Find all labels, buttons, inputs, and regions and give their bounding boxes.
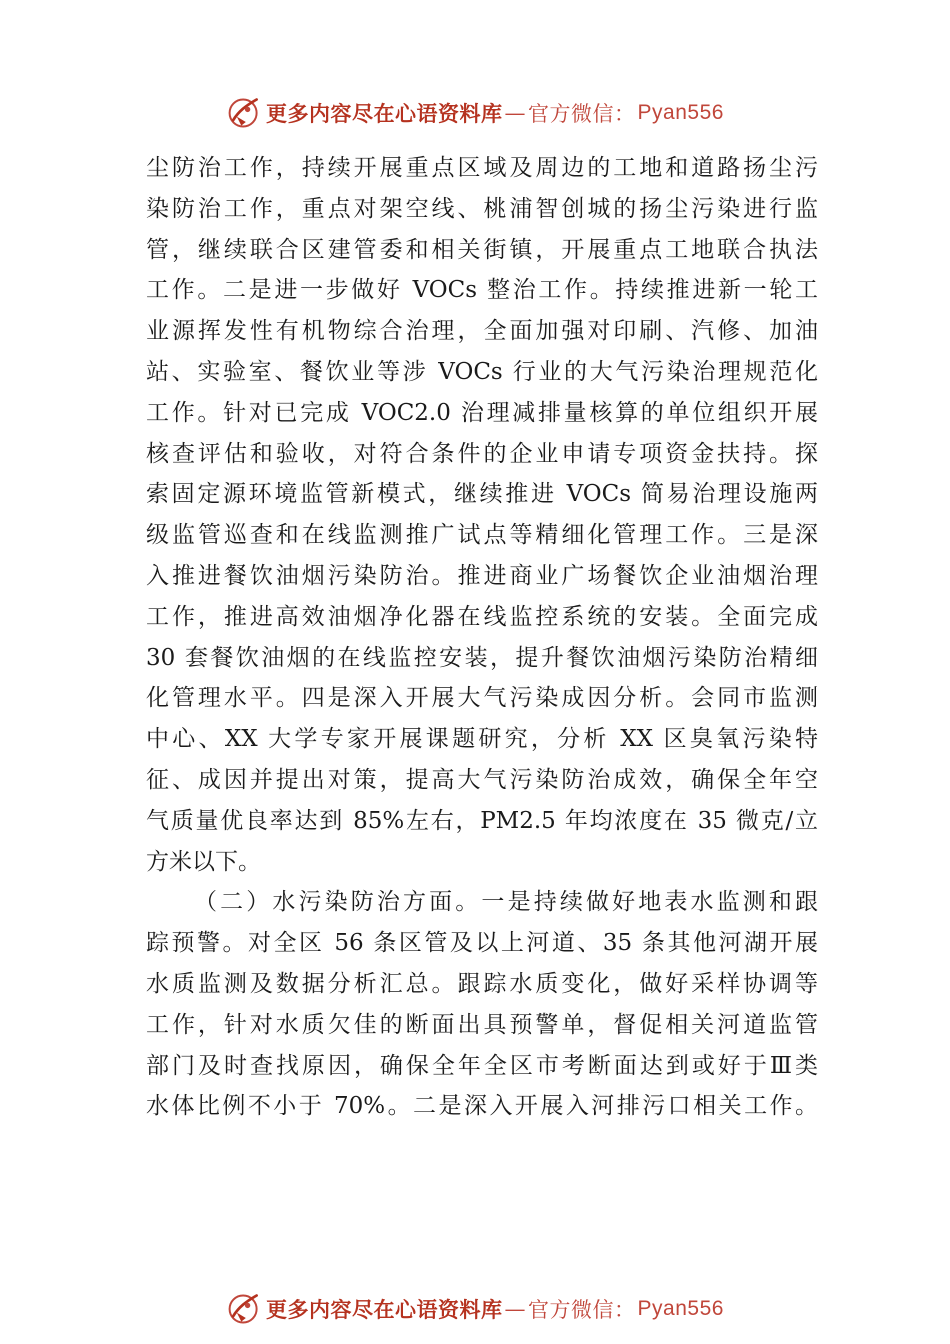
document-body: [146, 148, 818, 1127]
banner-wechat-handle: Pyan556: [637, 101, 724, 124]
text-line: 索固定源环境监管新模式，继续推进 VOCs 简易治理设施两: [146, 481, 818, 508]
header-watermark-banner: [0, 93, 950, 133]
text-line: 化管理水平。四是深入开展大气污染成因分析。会同市监测: [146, 685, 818, 712]
text-line: 级监管巡查和在线监测推广试点等精细化管理工作。三是深: [146, 522, 818, 549]
banner-wechat-label: 官方微信：: [528, 102, 636, 126]
text-line: 工作。针对已完成 VOC2.0 治理减排量核算的单位组织开展: [146, 399, 818, 426]
banner-wechat-handle: Pyan556: [637, 1297, 724, 1320]
text-line: 工作，推进高效油烟净化器在线监控系统的安装。全面完成: [146, 603, 818, 630]
banner-wechat-label: 官方微信：: [528, 1298, 636, 1322]
footer-watermark-banner: [0, 1289, 950, 1329]
text-line: 中心、XX 大学专家开展课题研究，分析 XX 区臭氧污染特: [146, 726, 818, 753]
text-line: 水质监测及数据分析汇总。跟踪水质变化，做好采样协调等: [146, 970, 818, 997]
text-line: 工作。二是进一步做好 VOCs 整治工作。持续推进新一轮工: [146, 277, 818, 304]
pen-logo-icon: [226, 95, 262, 131]
text-line: 管，继续联合区建管委和相关街镇，开展重点工地联合执法: [146, 236, 818, 263]
text-line: 30 套餐饮油烟的在线监控安装，提升餐饮油烟污染防治精细: [146, 644, 818, 671]
text-line: 核查评估和验收，对符合条件的企业申请专项资金扶持。探: [146, 440, 818, 467]
banner-main-text: 更多内容尽在心语资料库: [266, 101, 503, 126]
text-line: 气质量优良率达到 85%左右，PM2.5 年均浓度在 35 微克/立: [146, 807, 818, 834]
text-line: 部门及时查找原因，确保全年全区市考断面达到或好于Ⅲ类: [146, 1052, 818, 1079]
text-line: 征、成因并提出对策，提高大气污染防治成效，确保全年空: [146, 766, 818, 793]
text-line: 站、实验室、餐饮业等涉 VOCs 行业的大气污染治理规范化: [146, 358, 818, 385]
text-line: 踪预警。对全区 56 条区管及以上河道、35 条其他河湖开展: [146, 930, 818, 957]
text-line: 水体比例不小于 70%。二是深入开展入河排污口相关工作。: [146, 1093, 818, 1120]
banner-dash: —: [504, 1297, 527, 1321]
text-line: 尘防治工作，持续开展重点区域及周边的工地和道路扬尘污: [146, 155, 818, 181]
text-line: 染防治工作，重点对架空线、桃浦智创城的扬尘污染进行监: [146, 195, 818, 222]
section-heading-line: （二）水污染防治方面。一是持续做好地表水监测和跟: [194, 889, 818, 916]
text-line: 入推进餐饮油烟污染防治。推进商业广场餐饮企业油烟治理: [146, 562, 818, 589]
banner-main-text: 更多内容尽在心语资料库: [266, 1297, 503, 1322]
pen-logo-icon: [226, 1291, 262, 1327]
text-line: 方米以下。: [146, 848, 261, 875]
text-line: 业源挥发性有机物综合治理，全面加强对印刷、汽修、加油: [146, 318, 818, 345]
text-line: 工作，针对水质欠佳的断面出具预警单，督促相关河道监管: [146, 1011, 818, 1038]
banner-dash: —: [504, 101, 527, 125]
